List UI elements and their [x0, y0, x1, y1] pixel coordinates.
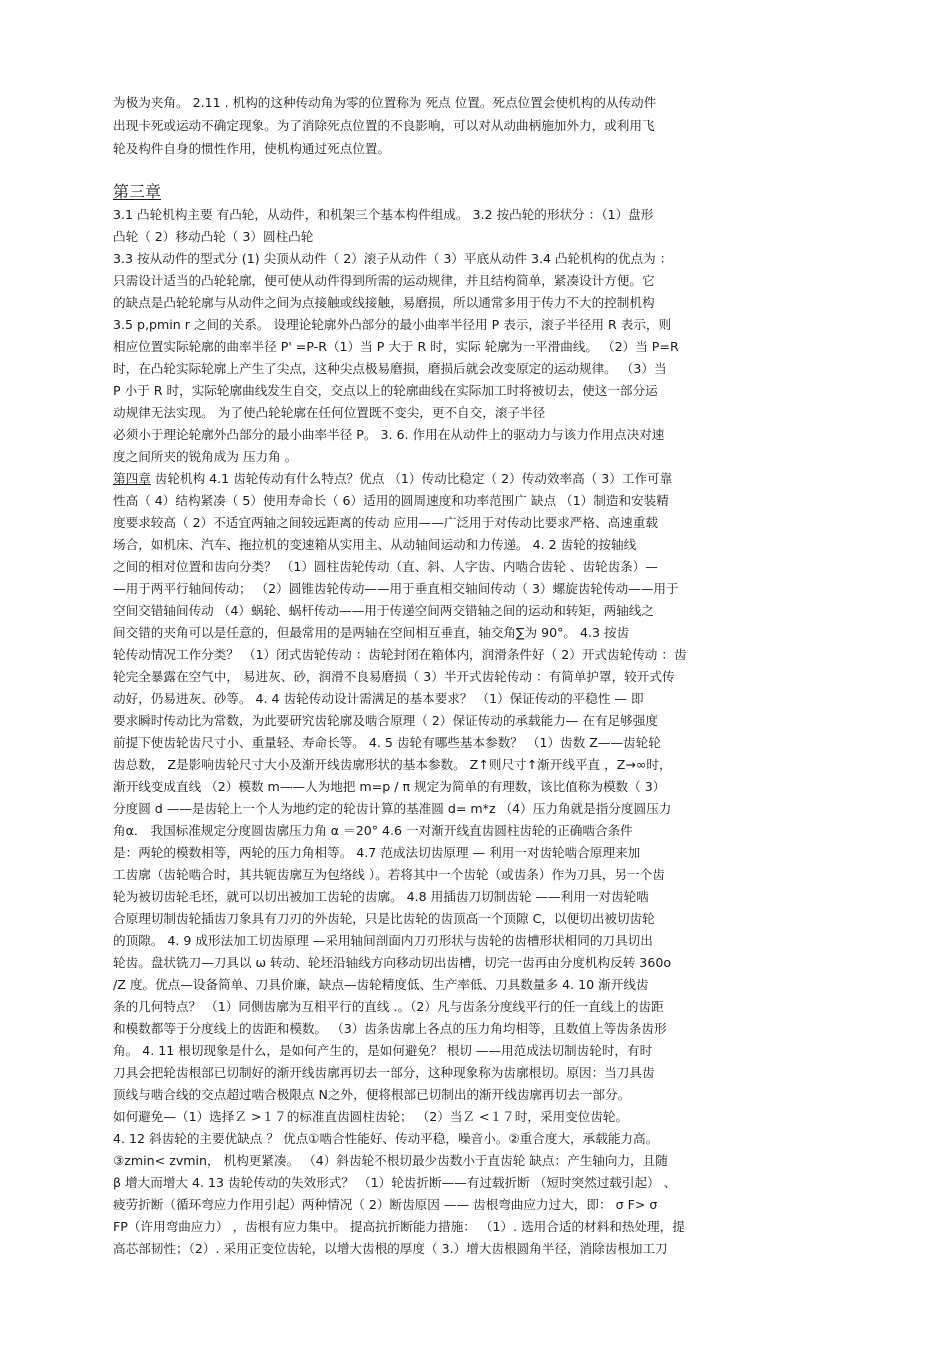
chapter-4-line: 的顶隙。 4. 9 成形法加工切齿原理 —采用轴间剖面内刀刃形状与齿轮的齿槽形状相同的刀具切出: [113, 933, 653, 948]
chapter-4-line: 高芯部韧性；（2）. 采用正变位齿轮，以增大齿根的厚度（ 3.）增大齿根圆角半径，消除齿根加工刀: [113, 1241, 668, 1256]
intro-line: 出现卡死或运动不确定现象。为了消除死点位置的不良影响，可以对从动曲柄施加外力，或利用飞: [113, 118, 655, 133]
chapter-4-line: ③zmin< zvmin， 机构更紧凑。 （4）斜齿轮不根切最少齿数小于直齿轮 缺点：产生轴向力，且随: [113, 1153, 668, 1168]
chapter-4-line: 渐开线变成直线 （2）模数 m——人为地把 m=p / π 规定为简单的有理数，该比值称为模数（ 3）: [113, 779, 666, 794]
chapter-3-heading: 第三章: [113, 182, 162, 201]
chapter-4-line: —用于两平行轴间传动； （2）圆锥齿轮传动——用于垂直相交轴间传动（ 3）螺旋齿轮传动——用于: [113, 581, 679, 596]
chapter-3-line: 的缺点是凸轮轮廓与从动件之间为点接触或线接触，易磨损，所以通常多用于传力不大的控制机构: [113, 295, 655, 310]
chapter-4-line: 轮齿。盘状铣刀—刀具以 ω 转动、轮坯沿轴线方向移动切出齿槽，切完一齿再由分度机构反转 360o: [113, 955, 672, 970]
chapter-4-first-line-text: 齿轮机构 4.1 齿轮传动有什么特点？优点 （1）传动比稳定（ 2）传动效率高（ 3）工作可靠: [150, 471, 673, 486]
chapter-4-line: 轮完全暴露在空气中， 易进灰、砂，润滑不良易磨损（ 3）半开式齿轮传动 ：有简单护罩，较开式传: [113, 669, 675, 684]
chapter-4-line: 角。 4. 11 根切现象是什么，是如何产生的，是如何避免？ 根切 ——用范成法切制齿轮时，有时: [113, 1043, 653, 1058]
chapter-3-line: 度之间所夹的锐角成为 压力角 。: [113, 449, 298, 464]
chapter-4-line: 要求瞬时传动比为常数，为此要研究齿轮廓及啮合原理（ 2）保证传动的承载能力— 在有足够强度: [113, 713, 658, 728]
chapter-3-line: 必须小于理论轮廓外凸部分的最小曲率半径 P。 3. 6. 作用在从动件上的驱动力与该力作用点决对速: [113, 427, 665, 442]
chapter-4-line: FP（许用弯曲应力） ，齿根有应力集中。 提高抗折断能力措施： （1）. 选用合适的材料和热处理，提: [113, 1219, 685, 1234]
chapter-4-line: 工齿廓（齿轮啮合时，其共轭齿廓互为包络线 ）。若将其中一个齿轮（或齿条）作为刀具，另一个齿: [113, 867, 665, 882]
chapter-3-line: 3.3 按从动件的型式分 (1) 尖顶从动件（ 2）滚子从动件（ 3）平底从动件 3.4 凸轮机构的优点为 ：: [113, 251, 673, 266]
chapter-4-line: 顶线与啮合线的交点超过啮合极限点 N之外，便将根部已切制出的渐开线齿廓再切去一部分。: [113, 1087, 631, 1102]
chapter-3-line: 相应位置实际轮廓的曲率半径 P' =P-R（1）当 P 大于 R 时，实际 轮廓为一平滑曲线。 （2）当 P=R: [113, 339, 679, 354]
chapter-4-first-line: [113, 471, 842, 488]
chapter-3-line: 3.1 凸轮机构主要 有凸轮，从动件，和机架三个基本构件组成。 3.2 按凸轮的形状分 ：（1）盘形: [113, 207, 654, 222]
chapter-4-line: 度要求较高（ 2）不适宜两轴之间较远距离的传动 应用——广泛用于对传动比要求严格、高速重载: [113, 515, 658, 530]
chapter-4-line: 角α． 我国标准规定分度圆齿廓压力角 α ＝20° 4.6 一对渐开线直齿圆柱齿轮的正确啮合条件: [113, 823, 633, 838]
chapter-4-line: 间交错的夹角可以是任意的，但最常用的是两轴在空间相互垂直，轴交角∑为 90°。 4.3 按齿: [113, 625, 630, 640]
chapter-4-line: 之间的相对位置和齿向分类？ （1）圆柱齿轮传动（直、斜、人字齿、内啮合齿轮 、齿轮齿条）—: [113, 559, 658, 574]
chapter-3-line: 时，在凸轮实际轮廓上产生了尖点，这种尖点极易磨损，磨损后就会改变原定的运动规律。 （3）当: [113, 361, 667, 376]
chapter-4-line: /Z 度。优点—设备简单、刀具价廉，缺点—齿轮精度低、生产率低、刀具数量多 4. 10 渐开线齿: [113, 977, 649, 992]
chapter-4-line: 前提下使齿轮齿尺寸小、重量轻、寿命长等。 4. 5 齿轮有哪些基本参数？ （1）齿数 Z——齿轮轮: [113, 735, 661, 750]
chapter-4-line: 疲劳折断（循环弯应力作用引起）两种情况（ 2）断齿原因 —— 齿根弯曲应力过大，即： σ F> σ: [113, 1197, 658, 1212]
chapter-3-line: P 小于 R 时，实际轮廓曲线发生自交，交点以上的轮廓曲线在实际加工时将被切去，使这一部分运: [113, 383, 658, 398]
chapter-3-line: 3.5 p,pmin r 之间的关系。 设理论轮廓外凸部分的最小曲率半径用 P 表示，滚子半径用 R 表示，则: [113, 317, 672, 332]
chapter-4-line: 动好，仍易进灰、砂等。 4. 4 齿轮传动设计需满足的基本要求？ （1）保证传动的平稳性 — 即: [113, 691, 644, 706]
chapter-4-line: 性高（ 4）结构紧凑（ 5）使用寿命长（ 6）适用的圆周速度和功率范围广 缺点 （1）制造和安装精: [113, 493, 669, 508]
chapter-4-line: 齿总数， Z是影响齿轮尺寸大小及渐开线齿廓形状的基本参数。 Z↑则尺寸↑渐开线平直 ，Z→∞时，: [113, 757, 672, 772]
chapter-3-line: 动规律无法实现。 为了使凸轮轮廓在任何位置既不变尖，更不自交，滚子半径: [113, 405, 546, 420]
chapter-4-line: β 增大而增大 4. 13 齿轮传动的失效形式？ （1）轮齿折断——有过载折断 （短时突然过载引起） 、: [113, 1175, 677, 1190]
intro-line: 为极为夹角。 2.11 . 机构的这种传动角为零的位置称为 死点 位置。死点位置会使机构的从传动件: [113, 95, 657, 110]
chapter-4-line: 条的几何特点？ （1）同侧齿廓为互相平行的直线 .。（2）凡与齿条分度线平行的任一直线上的齿距: [113, 999, 664, 1014]
chapter-4-line: 合原理切制齿轮插齿刀象具有刀刃的外齿轮，只是比齿轮的齿顶高一个顶隙 C，以便切出被切齿轮: [113, 911, 655, 926]
chapter-4-line: 轮为被切齿轮毛坯，就可以切出被加工齿轮的齿廓。 4.8 用插齿刀切制齿轮 ——利用一对齿轮啮: [113, 889, 649, 904]
chapter-4-line: 4. 12 斜齿轮的主要优缺点 ？ 优点①啮合性能好、传动平稳，噪音小。②重合度大，承载能力高。: [113, 1131, 659, 1146]
chapter-4-line: 场合，如机床、汽车、拖拉机的变速箱从实用主、从动轴间运动和力传递。 4. 2 齿轮的按轴线: [113, 537, 637, 552]
chapter-4-line: 和模数都等于分度线上的齿距和模数。 （3）齿条齿廓上各点的压力角均相等，且数值上等齿条齿形: [113, 1021, 667, 1036]
chapter-4-line: 轮传动情况工作分类？ （1）闭式齿轮传动 ：齿轮封闭在箱体内，润滑条件好（ 2）开式齿轮传动 ：齿: [113, 647, 687, 662]
chapter-4-line: 是：两轮的模数相等，两轮的压力角相等。 4.7 范成法切齿原理 — 利用一对齿轮啮合原理来加: [113, 845, 641, 860]
chapter-4-line: 空间交错轴间传动 （4）蜗轮、蜗杆传动——用于传递空间两交错轴之间的运动和转矩，两轴线之: [113, 603, 654, 618]
chapter-3-line: 凸轮（ 2）移动凸轮（ 3）圆柱凸轮: [113, 229, 314, 244]
intro-line: 轮及构件自身的惯性作用，使机构通过死点位置。: [113, 141, 391, 156]
chapter-4-line: 分度圆 d ——是齿轮上一个人为地约定的轮齿计算的基准圆 d= m*z （4）压力角就是指分度圆压力: [113, 801, 672, 816]
chapter-4-line: 如何避免—（1）选择Ｚ >１７的标准直齿圆柱齿轮； （2）当Ｚ <１７时，采用变位齿轮。: [113, 1109, 629, 1124]
chapter-4-heading: 第四章: [113, 471, 151, 486]
chapter-3-line: 只需设计适当的凸轮轮廓，便可使从动件得到所需的运动规律，并且结构简单，紧凑设计方便。它: [113, 273, 655, 288]
chapter-4-line: 刀具会把轮齿根部已切制好的渐开线齿廓再切去一部分，这种现象称为齿廓根切。原因：当刀具齿: [113, 1065, 655, 1080]
